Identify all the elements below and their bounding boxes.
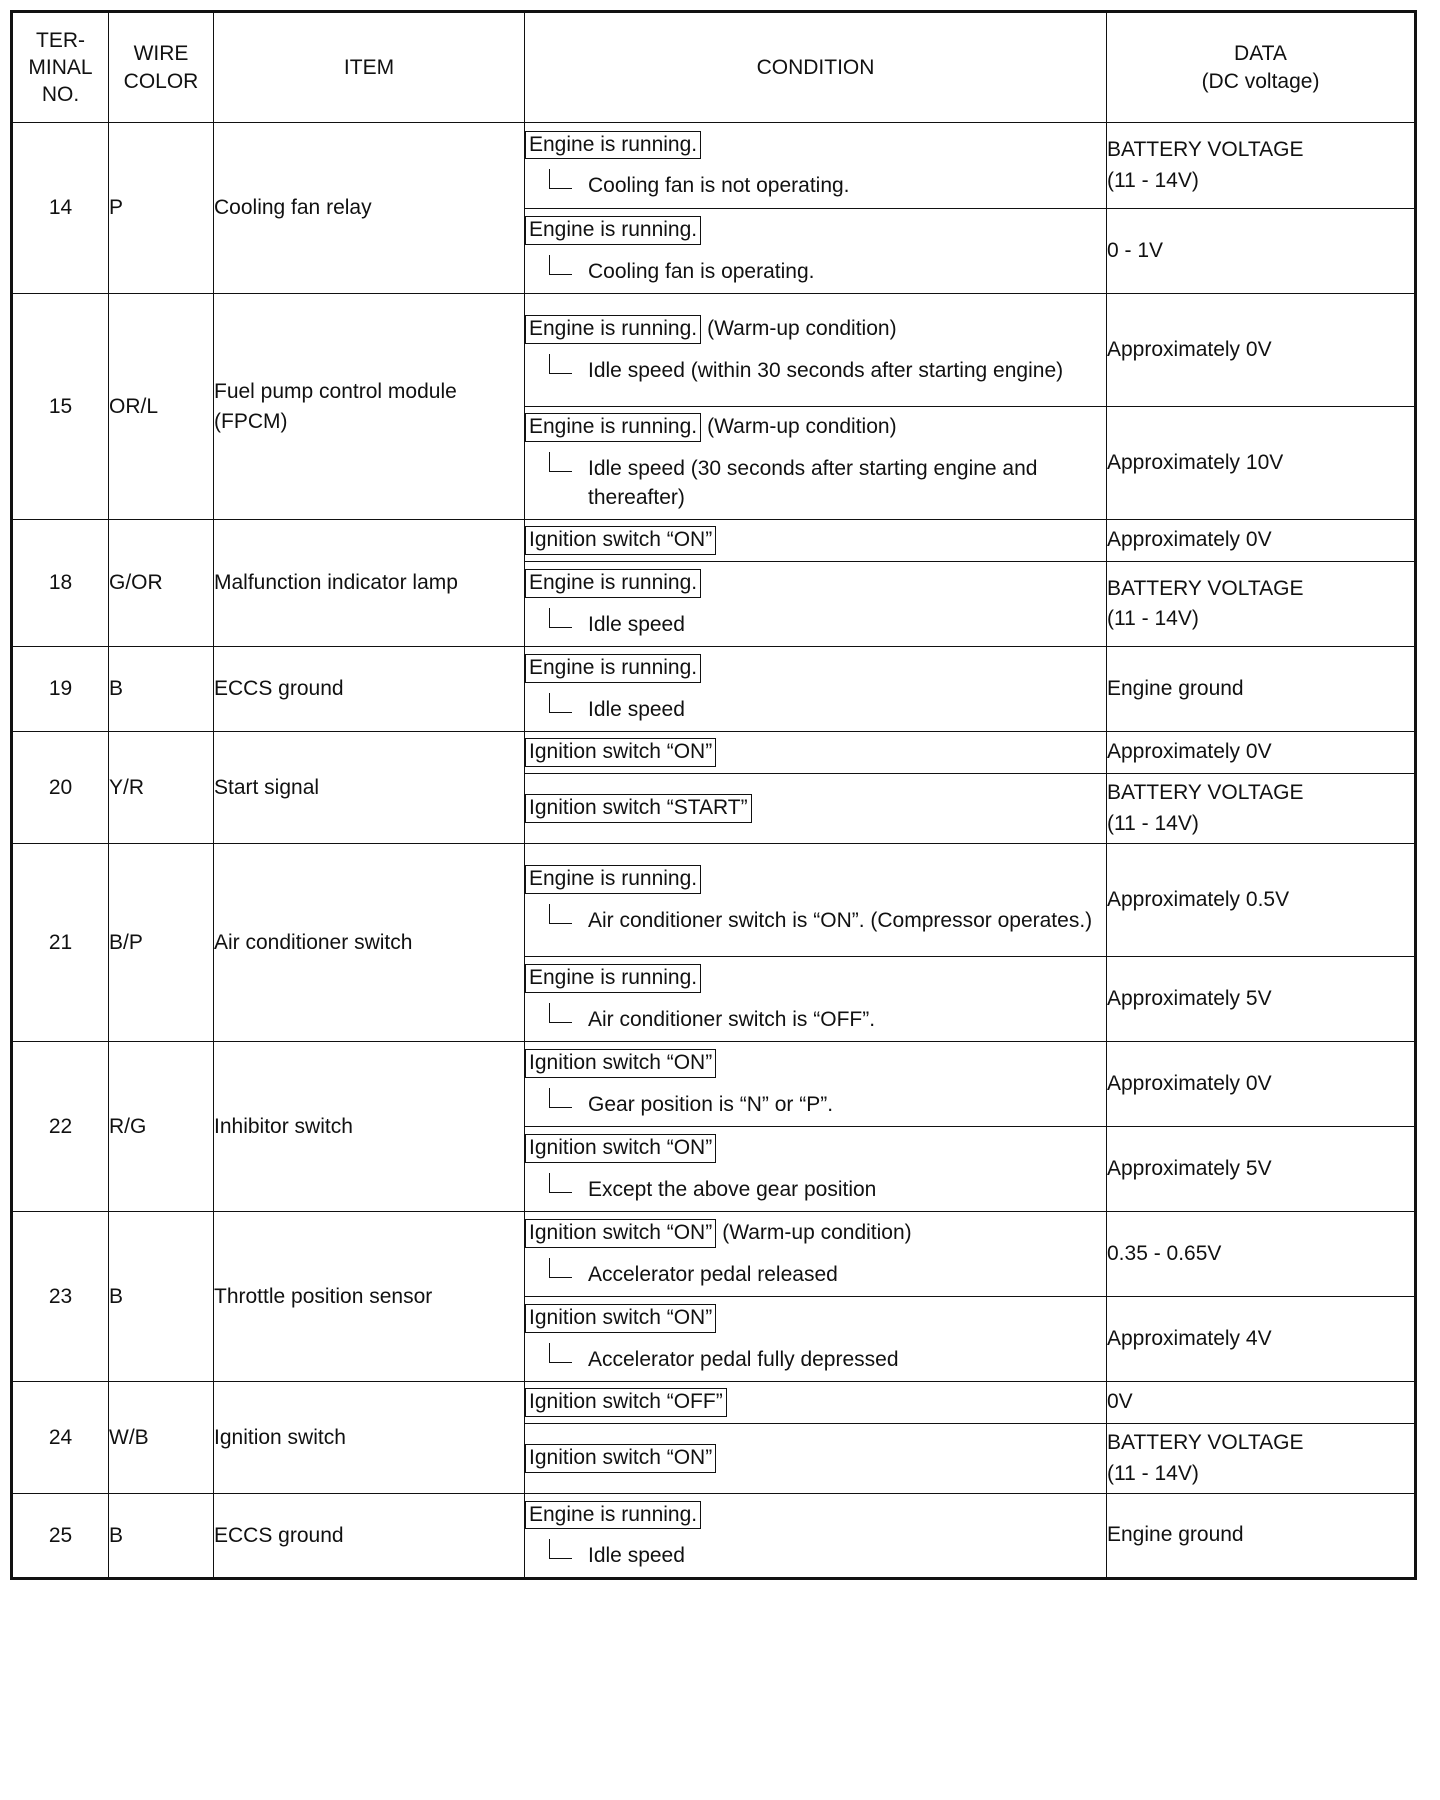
condition-cell xyxy=(525,774,1107,844)
item-name: ECCS ground xyxy=(214,1494,525,1579)
condition-box: Ignition switch “ON” xyxy=(525,1444,716,1473)
header-data-line: DATA xyxy=(1234,42,1287,66)
data-value-line: Approximately 4V xyxy=(1107,1326,1272,1350)
data-value-line: (11 - 14V) xyxy=(1107,168,1199,192)
condition-box: Engine is running. xyxy=(525,131,701,160)
data-value-line: Approximately 5V xyxy=(1107,1156,1272,1180)
condition-box: Ignition switch “ON” xyxy=(525,1049,716,1078)
branch-connector xyxy=(549,1088,572,1108)
data-value-line: Approximately 0V xyxy=(1107,740,1272,764)
condition-main xyxy=(525,654,1106,683)
data-value xyxy=(1107,123,1416,209)
terminal-number: 18 xyxy=(12,520,109,647)
data-value-line: BATTERY VOLTAGE xyxy=(1107,576,1304,600)
terminal-number: 20 xyxy=(12,732,109,844)
data-value-line: (11 - 14V) xyxy=(1107,811,1199,835)
item-name: Throttle position sensor xyxy=(214,1212,525,1382)
condition-note: (Warm-up condition) xyxy=(722,1221,912,1244)
condition-cell xyxy=(525,294,1107,407)
item-name: Air conditioner switch xyxy=(214,844,525,1042)
data-value xyxy=(1107,1297,1416,1382)
table-row xyxy=(12,1494,1416,1579)
wire-color: Y/R xyxy=(109,732,214,844)
wire-color: P xyxy=(109,123,214,294)
item-name: Inhibitor switch xyxy=(214,1042,525,1212)
condition-note: (Warm-up condition) xyxy=(707,317,897,340)
condition-box: Engine is running. xyxy=(525,1501,701,1530)
condition-sub-text: Air conditioner switch is “OFF”. xyxy=(588,1007,876,1031)
terminal-number: 22 xyxy=(12,1042,109,1212)
terminal-number: 19 xyxy=(12,647,109,732)
item-name: Cooling fan relay xyxy=(214,123,525,294)
data-value-line: 0V xyxy=(1107,1390,1133,1414)
condition-cell xyxy=(525,1382,1107,1424)
terminal-number: 15 xyxy=(12,294,109,520)
item-name: Fuel pump control module (FPCM) xyxy=(214,294,525,520)
data-value-line: BATTERY VOLTAGE xyxy=(1107,781,1304,805)
data-value xyxy=(1107,407,1416,520)
condition-box: Ignition switch “START” xyxy=(525,794,752,823)
data-value xyxy=(1107,294,1416,407)
condition-cell xyxy=(525,1424,1107,1494)
condition-box: Engine is running. xyxy=(525,413,701,442)
condition-box: Ignition switch “ON” xyxy=(525,738,716,767)
condition-cell xyxy=(525,844,1107,957)
condition-box: Ignition switch “ON” xyxy=(525,526,716,555)
header-data xyxy=(1107,12,1416,123)
branch-connector xyxy=(549,169,572,189)
condition-sub xyxy=(525,1260,1106,1289)
condition-main xyxy=(525,1388,1106,1417)
data-value-line: (11 - 14V) xyxy=(1107,1461,1199,1485)
header-item: ITEM xyxy=(214,12,525,123)
header-terminal-line: TER- xyxy=(36,28,85,52)
data-value xyxy=(1107,1382,1416,1424)
header-terminal-line: MINAL xyxy=(28,55,93,79)
condition-sub-text: Idle speed (within 30 seconds after starting engine) xyxy=(588,358,1064,382)
condition-main xyxy=(525,1049,1106,1078)
condition-box: Ignition switch “ON” xyxy=(525,1134,716,1163)
item-name: Malfunction indicator lamp xyxy=(214,520,525,647)
data-value-line: Approximately 0V xyxy=(1107,1071,1272,1095)
item-name: Ignition switch xyxy=(214,1382,525,1494)
table-row xyxy=(12,520,1416,562)
condition-box: Engine is running. xyxy=(525,216,701,245)
condition-sub-text: Idle speed xyxy=(588,697,685,721)
table-row xyxy=(12,844,1416,957)
header-condition: CONDITION xyxy=(525,12,1107,123)
branch-connector xyxy=(549,1003,572,1023)
wire-color: B xyxy=(109,1494,214,1579)
data-value-line: BATTERY VOLTAGE xyxy=(1107,138,1304,162)
data-value-line: 0 - 1V xyxy=(1107,238,1164,262)
condition-box: Engine is running. xyxy=(525,315,701,344)
data-value-line: Engine ground xyxy=(1107,1523,1244,1547)
ecm-terminal-table xyxy=(10,10,1417,1580)
condition-sub-text: Idle speed xyxy=(588,1544,685,1568)
condition-sub-text: Idle speed (30 seconds after starting engine and thereafter) xyxy=(588,456,1038,510)
condition-sub xyxy=(525,906,1106,935)
data-value xyxy=(1107,209,1416,294)
document-page xyxy=(10,10,1414,1786)
wire-color: B/P xyxy=(109,844,214,1042)
condition-main xyxy=(525,1219,1106,1248)
condition-box: Ignition switch “ON” xyxy=(525,1219,716,1248)
data-value-line: Approximately 5V xyxy=(1107,986,1272,1010)
condition-sub xyxy=(525,610,1106,639)
condition-sub-text: Except the above gear position xyxy=(588,1177,877,1201)
item-name: Start signal xyxy=(214,732,525,844)
condition-main xyxy=(525,865,1106,894)
condition-cell xyxy=(525,732,1107,774)
condition-sub xyxy=(525,454,1106,513)
condition-cell xyxy=(525,209,1107,294)
data-value xyxy=(1107,1042,1416,1127)
data-value xyxy=(1107,1212,1416,1297)
condition-main xyxy=(525,315,1106,344)
terminal-number: 25 xyxy=(12,1494,109,1579)
data-value xyxy=(1107,1494,1416,1579)
table-row xyxy=(12,123,1416,209)
condition-box: Engine is running. xyxy=(525,569,701,598)
branch-connector xyxy=(549,1539,572,1559)
table-row xyxy=(12,647,1416,732)
condition-cell xyxy=(525,1297,1107,1382)
data-value xyxy=(1107,520,1416,562)
table-row xyxy=(12,1042,1416,1127)
condition-main xyxy=(525,131,1106,160)
table-header-row xyxy=(12,12,1416,123)
branch-connector xyxy=(549,693,572,713)
condition-main xyxy=(525,1304,1106,1333)
header-data-line: (DC voltage) xyxy=(1201,69,1320,93)
header-wire-line: WIRE xyxy=(133,42,189,66)
branch-connector xyxy=(549,1258,572,1278)
table-row xyxy=(12,1382,1416,1424)
data-value-line: (11 - 14V) xyxy=(1107,607,1199,630)
header-terminal-line: NO. xyxy=(41,83,80,107)
terminal-number: 23 xyxy=(12,1212,109,1382)
condition-main xyxy=(525,526,1106,555)
condition-cell xyxy=(525,1127,1107,1212)
condition-cell xyxy=(525,562,1107,647)
condition-main xyxy=(525,216,1106,245)
data-value-line: Approximately 10V xyxy=(1107,450,1284,474)
data-value-line: Approximately 0V xyxy=(1107,337,1272,361)
condition-note: (Warm-up condition) xyxy=(707,415,897,439)
condition-main xyxy=(525,1501,1106,1530)
wire-color: B xyxy=(109,1212,214,1382)
data-value-line: Engine ground xyxy=(1107,676,1244,700)
condition-sub-text: Accelerator pedal fully depressed xyxy=(588,1347,899,1371)
data-value xyxy=(1107,562,1416,647)
condition-cell xyxy=(525,1212,1107,1297)
condition-sub-text: Cooling fan is operating. xyxy=(588,259,815,283)
data-value xyxy=(1107,844,1416,957)
branch-connector xyxy=(549,1343,572,1363)
data-value-line: BATTERY VOLTAGE xyxy=(1107,1431,1304,1455)
terminal-number: 21 xyxy=(12,844,109,1042)
condition-cell xyxy=(525,123,1107,209)
condition-box: Engine is running. xyxy=(525,964,701,993)
terminal-number: 24 xyxy=(12,1382,109,1494)
wire-color: G/OR xyxy=(109,520,214,647)
data-value xyxy=(1107,774,1416,844)
condition-sub-text: Gear position is “N” or “P”. xyxy=(588,1092,834,1116)
branch-connector xyxy=(549,904,572,924)
branch-connector xyxy=(549,354,572,374)
header-wire-color xyxy=(109,12,214,123)
condition-sub-text: Accelerator pedal released xyxy=(588,1262,838,1286)
condition-cell xyxy=(525,647,1107,732)
wire-color: B xyxy=(109,647,214,732)
condition-sub xyxy=(525,1345,1106,1374)
condition-sub-text: Cooling fan is not operating. xyxy=(588,174,850,198)
condition-sub-text: Air conditioner switch is “ON”. (Compressor operates.) xyxy=(588,908,1093,932)
condition-sub xyxy=(525,356,1106,385)
condition-main xyxy=(525,569,1106,598)
data-value-line: Approximately 0.5V xyxy=(1107,887,1290,911)
table-row xyxy=(12,732,1416,774)
branch-connector xyxy=(549,452,572,472)
branch-connector xyxy=(549,255,572,275)
condition-main xyxy=(525,1444,1106,1473)
header-wire-line: COLOR xyxy=(123,69,199,93)
branch-connector xyxy=(549,608,572,628)
condition-sub xyxy=(525,1541,1106,1570)
condition-cell xyxy=(525,957,1107,1042)
data-value xyxy=(1107,1424,1416,1494)
condition-sub xyxy=(525,171,1106,200)
condition-cell xyxy=(525,1494,1107,1579)
table-body xyxy=(12,123,1416,1579)
table-row xyxy=(12,294,1416,407)
condition-sub xyxy=(525,257,1106,286)
branch-connector xyxy=(549,1173,572,1193)
terminal-number: 14 xyxy=(12,123,109,294)
data-value xyxy=(1107,647,1416,732)
condition-main xyxy=(525,738,1106,767)
condition-box: Engine is running. xyxy=(525,865,701,894)
condition-sub xyxy=(525,1175,1106,1204)
data-value xyxy=(1107,1127,1416,1212)
condition-cell xyxy=(525,1042,1107,1127)
wire-color: R/G xyxy=(109,1042,214,1212)
condition-box: Ignition switch “ON” xyxy=(525,1304,716,1333)
condition-main xyxy=(525,1134,1106,1163)
data-value-line: Approximately 0V xyxy=(1107,528,1272,552)
condition-cell xyxy=(525,407,1107,520)
condition-sub xyxy=(525,1090,1106,1119)
header-terminal-no xyxy=(12,12,109,123)
data-value xyxy=(1107,732,1416,774)
data-value xyxy=(1107,957,1416,1042)
data-value-line: 0.35 - 0.65V xyxy=(1107,1241,1222,1265)
condition-main xyxy=(525,413,1106,442)
item-name: ECCS ground xyxy=(214,647,525,732)
condition-sub xyxy=(525,1005,1106,1034)
wire-color: OR/L xyxy=(109,294,214,520)
condition-main xyxy=(525,794,1106,823)
condition-sub xyxy=(525,695,1106,724)
condition-sub-text: Idle speed xyxy=(588,612,685,636)
condition-main xyxy=(525,964,1106,993)
table-row xyxy=(12,1212,1416,1297)
condition-box: Ignition switch “OFF” xyxy=(525,1388,727,1417)
wire-color: W/B xyxy=(109,1382,214,1494)
condition-cell xyxy=(525,520,1107,562)
condition-box: Engine is running. xyxy=(525,654,701,683)
